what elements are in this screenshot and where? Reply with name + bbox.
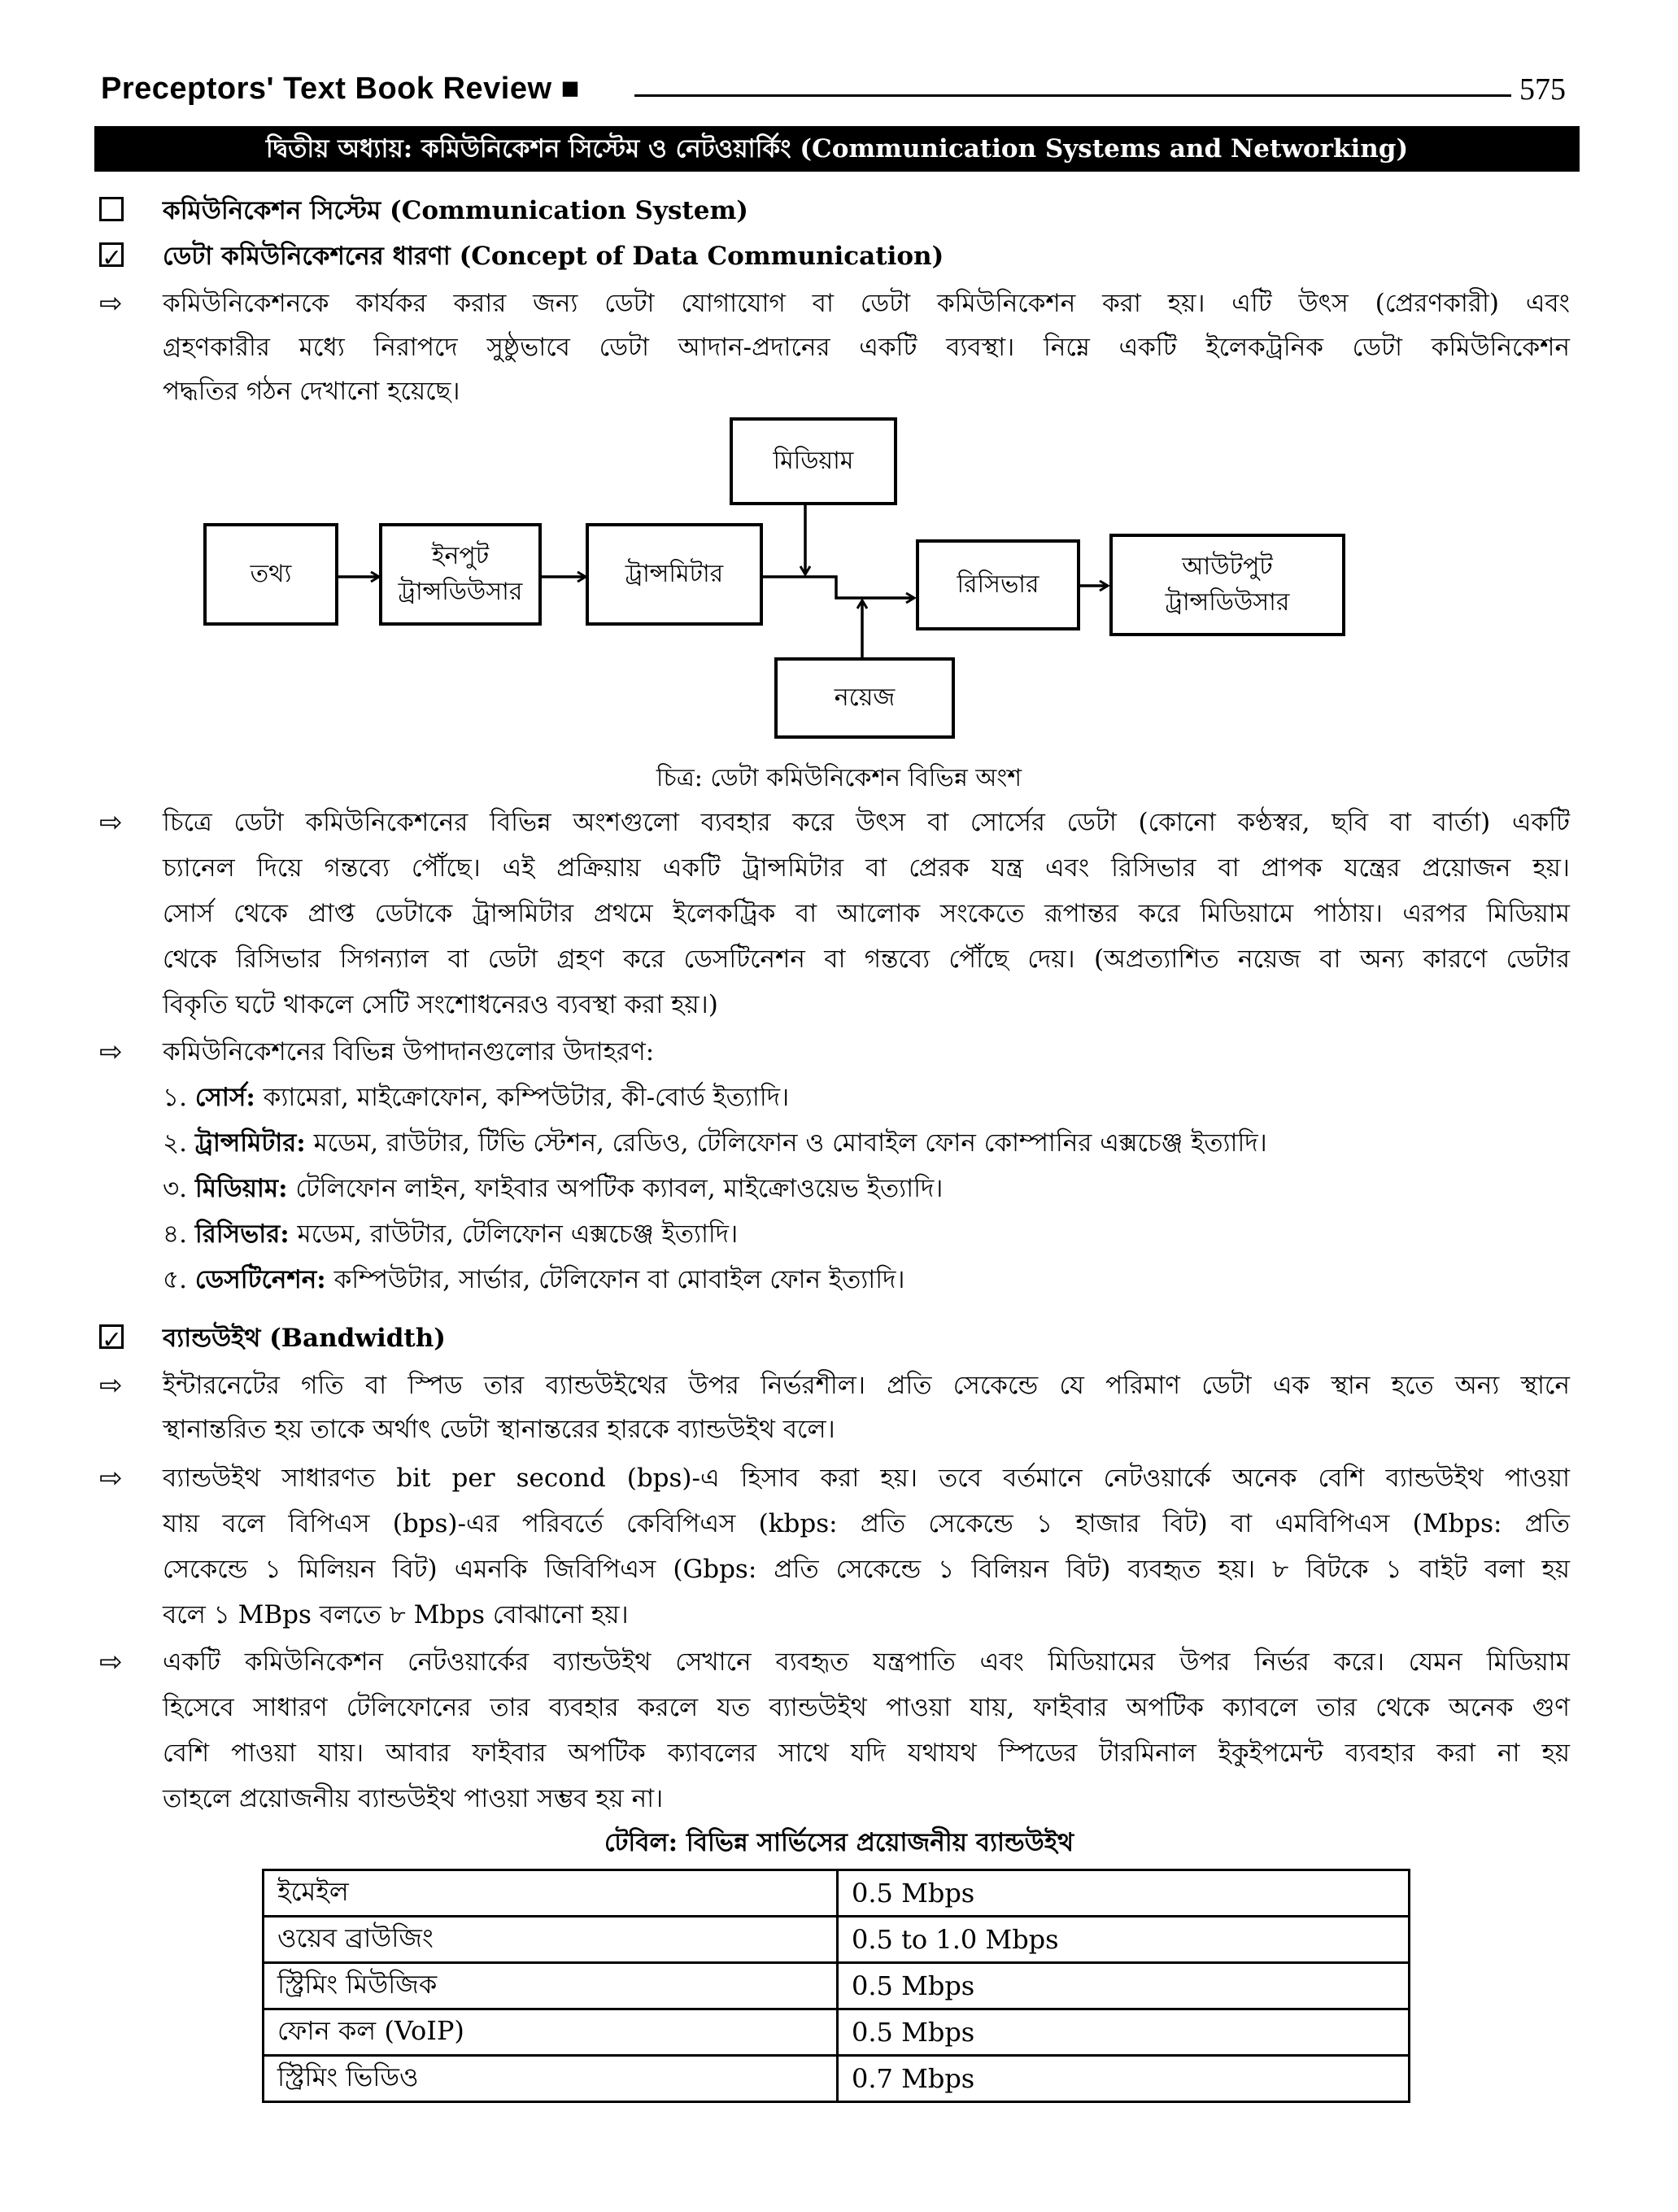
table-cell-service: ইমেইল [264, 1870, 838, 1917]
diagram-box-output-transducer: আউটপুট ট্রান্সডিউসার [1109, 534, 1345, 636]
paragraph-line: ইন্টারনেটের গতি বা স্পিড তার ব্যান্ডউইথের উপর নির্ভরশীল। প্রতি সেকেন্ডে যে পরিমাণ ডেটা এক স্থান হতে অন্য স্থানে [163, 1371, 1570, 1400]
section-heading-communication-system: কমিউনিকেশন সিস্টেম (Communication System) [163, 196, 748, 225]
table-title: টেবিল: বিভিন্ন সার্ভিসের প্রয়োজনীয় ব্যান্ডউইথ [604, 1828, 1074, 1857]
arrow-bullet-icon: ⇨ [99, 287, 123, 320]
section-heading-bandwidth: ব্যান্ডউইথ (Bandwidth) [163, 1324, 446, 1353]
paragraph-line: সোর্স থেকে প্রাপ্ত ডেটাকে ট্রান্সমিটার প্রথমে ইলেকট্রিক বা আলোক সংকেতে রূপান্তর করে মিডিয়ামে পাঠায়। এরপর মিডিয়াম [163, 899, 1570, 928]
table-cell-bandwidth: 0.5 to 1.0 Mbps [838, 1917, 1410, 1963]
paragraph-line: তাহলে প্রয়োজনীয় ব্যান্ডউইথ পাওয়া সম্ভব হয় না। [163, 1784, 664, 1813]
arrow-bullet-icon: ⇨ [99, 1369, 123, 1402]
diagram-box-receiver: রিসিভার [916, 539, 1080, 630]
table-row [264, 1870, 1410, 1917]
list-item: ২. ট্রান্সমিটার: মডেম, রাউটার, টিভি স্টেশন, রেডিও, টেলিফোন ও মোবাইল ফোন কোম্পানির এক্সচেঞ্জ ইত্যাদি। [163, 1128, 1267, 1158]
diagram-box-info: তথ্য [203, 523, 338, 626]
page-number: 575 [1519, 72, 1566, 107]
list-item: ৫. ডেসটিনেশন: কম্পিউটার, সার্ভার, টেলিফোন বা মোবাইল ফোন ইত্যাদি। [163, 1265, 905, 1294]
table-cell-service: স্ট্রিমিং ভিডিও [264, 2056, 838, 2102]
arrow-transmitter-to-receiver [763, 577, 914, 598]
paragraph-line: বিকৃতি ঘটে থাকলে সেটি সংশোধনেরও ব্যবস্থা করা হয়।) [163, 990, 718, 1019]
table-cell-bandwidth: 0.7 Mbps [838, 2056, 1410, 2102]
table-cell-service: ওয়েব ব্রাউজিং [264, 1917, 838, 1963]
table-cell-bandwidth: 0.5 Mbps [838, 2009, 1410, 2056]
arrow-bullet-icon: ⇨ [99, 1462, 123, 1494]
diagram-box-input-transducer: ইনপুট ট্রান্সডিউসার [379, 523, 542, 626]
examples-intro: কমিউনিকেশনের বিভিন্ন উপাদানগুলোর উদাহরণ: [163, 1037, 655, 1067]
paragraph-line: স্থানান্তরিত হয় তাকে অর্থাৎ ডেটা স্থানান্তরের হারকে ব্যান্ডউইথ বলে। [163, 1415, 835, 1444]
paragraph-line: একটি কমিউনিকেশন নেটওয়ার্কের ব্যান্ডউইথ সেখানে ব্যবহৃত যন্ত্রপাতি এবং মিডিয়ামের উপর নির্ভর করে। যেমন মিডিয়াম [163, 1647, 1570, 1677]
paragraph-line: হিসেবে সাধারণ টেলিফোনের তার ব্যবহার করলে যত ব্যান্ডউইথ পাওয়া যায়, ফাইবার অপটিক ক্যাবলে তার থেকে অনেক গুণ [163, 1693, 1570, 1722]
diagram-box-transmitter: ট্রান্সমিটার [586, 523, 763, 626]
section-heading-data-communication: ডেটা কমিউনিকেশনের ধারণা (Concept of Data Communication) [163, 242, 944, 271]
table-row [264, 1917, 1410, 1963]
paragraph-line: চিত্রে ডেটা কমিউনিকেশনের বিভিন্ন অংশগুলো ব্যবহার করে উৎস বা সোর্সের ডেটা (কোনো কণ্ঠস্বর, ছবি বা বার্তা) একটি [163, 808, 1570, 837]
paragraph-line: কমিউনিকেশনকে কার্যকর করার জন্য ডেটা যোগাযোগ বা ডেটা কমিউনিকেশন করা হয়। এটি উৎস (প্রেরণকারী) এবং [163, 289, 1570, 318]
paragraph-line: গ্রহণকারীর মধ্যে নিরাপদে সুষ্ঠুভাবে ডেটা আদান-প্রদানের একটি ব্যবস্থা। নিম্নে একটি ইলেকট্রনিক ডেটা কমিউনিকেশন [163, 333, 1570, 362]
table-cell-service: স্ট্রিমিং মিউজিক [264, 1963, 838, 2009]
paragraph-line: যায় বলে বিপিএস (bps)-এর পরিবর্তে কেবিপিএস (kbps: প্রতি সেকেন্ডে ১ হাজার বিট) বা এমবিপিএস (Mbps: প্রতি [163, 1509, 1570, 1538]
bandwidth-table [262, 1869, 1410, 2103]
list-item: ৩. মিডিয়াম: টেলিফোন লাইন, ফাইবার অপটিক ক্যাবল, মাইক্রোওয়েভ ইত্যাদি। [163, 1174, 944, 1203]
running-header: Preceptors' Text Book Review ■ [101, 72, 581, 106]
paragraph-line: সেকেন্ডে ১ মিলিয়ন বিট) এমনকি জিবিপিএস (Gbps: প্রতি সেকেন্ডে ১ বিলিয়ন বিট) ব্যবহৃত হয়। ৮ বিটকে ১ বাইট বলা হয় [163, 1555, 1570, 1584]
paragraph-line: পদ্ধতির গঠন দেখানো হয়েছে। [163, 377, 460, 406]
diagram-box-medium: মিডিয়াম [730, 417, 897, 505]
table-cell-service: ফোন কল (VoIP) [264, 2009, 838, 2056]
checkbox-checked-icon [99, 1316, 124, 1360]
paragraph-line: থেকে রিসিভার সিগন্যাল বা ডেটা গ্রহণ করে ডেসটিনেশন বা গন্তব্যে পৌঁছে দেয়। (অপ্রত্যাশিত নয়েজ বা অন্য কারণে ডেটার [163, 945, 1570, 974]
list-item: ১. সোর্স: ক্যামেরা, মাইক্রোফোন, কম্পিউটার, কী-বোর্ড ইত্যাদি। [163, 1083, 790, 1112]
table-cell-bandwidth: 0.5 Mbps [838, 1963, 1410, 2009]
paragraph-line: ব্যান্ডউইথ সাধারণত bit per second (bps)-এ হিসাব করা হয়। তবে বর্তমানে নেটওয়ার্কে অনেক বেশি ব্যান্ডউইথ পাওয়া [163, 1464, 1570, 1493]
arrow-bullet-icon: ⇨ [99, 1036, 123, 1068]
diagram-caption: চিত্র: ডেটা কমিউনিকেশন বিভিন্ন অংশ [656, 764, 1022, 792]
diagram-box-noise: নয়েজ [774, 657, 955, 739]
list-item: ৪. রিসিভার: মডেম, রাউটার, টেলিফোন এক্সচেঞ্জ ইত্যাদি। [163, 1219, 739, 1249]
table-row [264, 2056, 1410, 2102]
table-cell-bandwidth: 0.5 Mbps [838, 1870, 1410, 1917]
table-row [264, 2009, 1410, 2056]
paragraph-line: বেশি পাওয়া যায়। আবার ফাইবার অপটিক ক্যাবলের সাথে যদি যথাযথ স্পিডের টারমিনাল ইকুইপমেন্ট ব্যবহার করা না হয় [163, 1739, 1570, 1768]
table-row [264, 1963, 1410, 2009]
arrow-bullet-icon: ⇨ [99, 1646, 123, 1678]
paragraph-line: চ্যানেল দিয়ে গন্তব্যে পৌঁছে। এই প্রক্রিয়ায় একটি ট্রান্সমিটার বা প্রেরক যন্ত্র এবং রিসিভার বা প্রাপক যন্ত্রের প্রয়োজন হয়। [163, 853, 1570, 883]
arrow-bullet-icon: ⇨ [99, 806, 123, 839]
chapter-title-bar: দ্বিতীয় অধ্যায়: কমিউনিকেশন সিস্টেম ও নেটওয়ার্কিং (Communication Systems and Networking) [94, 126, 1580, 172]
paragraph-line: বলে ১ MBps বলতে ৮ Mbps বোঝানো হয়। [163, 1600, 629, 1630]
